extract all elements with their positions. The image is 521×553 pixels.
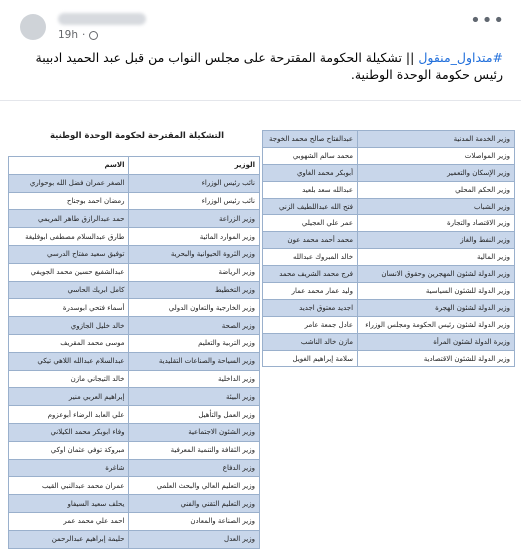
name-cell: أسماء فتحي ابوسدرة: [9, 299, 129, 317]
minister-cell: نائب رئيس الوزراء: [129, 192, 260, 210]
table-row: [263, 333, 515, 350]
name-cell: عبدالشفيع حسين محمد الجويفي: [9, 263, 129, 281]
table-row: [263, 299, 515, 316]
ministers-table-left: [8, 156, 260, 549]
name-cell: اجديد معتوق اجديد: [263, 299, 358, 316]
name-cell: إبراهيم العربي منير: [9, 388, 129, 406]
name-cell: وفاء ابوبكر محمد الكيلاني: [9, 423, 129, 441]
minister-cell: وزير التخطيط: [129, 281, 260, 299]
header-name: الاسم: [9, 157, 129, 175]
name-cell: فتح الله عبداللطيف الزني: [263, 198, 358, 215]
minister-cell: وزير الثروة الحيوانية والبحرية: [129, 245, 260, 263]
table-row: [9, 210, 260, 228]
minister-cell: وزير الداخلية: [129, 370, 260, 388]
table-row: [9, 512, 260, 530]
table-row: [9, 228, 260, 246]
avatar[interactable]: [20, 14, 46, 40]
table-row: [9, 299, 260, 317]
minister-cell: وزير الصحة: [129, 317, 260, 335]
name-cell: سلامة إبراهيم الغويل: [263, 350, 358, 367]
name-cell: توفيق سعيد مفتاح الدرسي: [9, 245, 129, 263]
table-row: [9, 281, 260, 299]
minister-cell: وزير الشئون الاجتماعية: [129, 423, 260, 441]
table-row: [9, 352, 260, 370]
minister-cell: وزير الدولة لشئون الهجرة: [358, 299, 515, 316]
table-row: [263, 316, 515, 333]
table-row: [9, 441, 260, 459]
name-cell: خالد التيجاني مازن: [9, 370, 129, 388]
minister-cell: وزير الشباب: [358, 198, 515, 215]
minister-cell: وزير التعليم العالي والبحث العلمي: [129, 477, 260, 495]
header-minister: الوزير: [129, 157, 260, 175]
table-row: [9, 495, 260, 513]
name-cell: خالد خليل الجازوي: [9, 317, 129, 335]
minister-cell: وزير الصناعة والمعادن: [129, 512, 260, 530]
minister-cell: وزير السياحة والصناعات التقليدية: [129, 352, 260, 370]
minister-cell: وزير النفط والغاز: [358, 232, 515, 249]
name-cell: أبوبكر محمد الغاوي: [263, 164, 358, 181]
post-caption: [18, 49, 503, 83]
table-row: [9, 317, 260, 335]
name-cell: طارق عبدالسلام مصطفى ابوفليغة: [9, 228, 129, 246]
table-row: [263, 198, 515, 215]
table-row: [263, 164, 515, 181]
table-row: [9, 388, 260, 406]
table-row: [9, 370, 260, 388]
minister-cell: وزير الدولة لشئون رئيس الحكومة ومجلس الوزراء: [358, 316, 515, 333]
name-cell: كامل ابريك الحاسي: [9, 281, 129, 299]
table-row: [263, 249, 515, 266]
table-row: [9, 334, 260, 352]
table-row: [9, 174, 260, 192]
minister-cell: وزير الدفاع: [129, 459, 260, 477]
minister-cell: وزير البيئة: [129, 388, 260, 406]
name-cell: عادل جمعة عامر: [263, 316, 358, 333]
name-cell: موسى محمد المقريف: [9, 334, 129, 352]
minister-cell: وزير الخارجية والتعاون الدولي: [129, 299, 260, 317]
minister-cell: وزير المواصلات: [358, 147, 515, 164]
table-row: [263, 147, 515, 164]
minister-cell: وزير الحكم المحلي: [358, 181, 515, 198]
table-row: [263, 283, 515, 300]
minister-cell: وزير الموارد المائية: [129, 228, 260, 246]
name-cell: عبدالفتاح صالح محمد الخوجة: [263, 131, 358, 148]
globe-icon: [89, 31, 98, 40]
minister-cell: وزير التربية والتعليم: [129, 334, 260, 352]
name-cell: رمضان احمد بوجناح: [9, 192, 129, 210]
table-row: [263, 350, 515, 367]
caption-text: || تشكيلة الحكومة المقترحة على مجلس النواب من قبل عبد الحميد ادبيبة رئيس حكومة الوحدة الوطنية.: [35, 50, 503, 82]
name-cell: عبدالله سعد بلعيد: [263, 181, 358, 198]
name-cell: حليمة إبراهيم عبدالرحمن: [9, 530, 129, 548]
more-options-icon[interactable]: •••: [470, 10, 505, 31]
table-row: [9, 245, 260, 263]
minister-cell: وزير الدولة للشئون الاقتصادية: [358, 350, 515, 367]
name-cell: مبروكة توفي عثمان اوكي: [9, 441, 129, 459]
name-cell: الصغر عمران فضل الله بوحواري: [9, 174, 129, 192]
post-time[interactable]: 19h: [58, 29, 79, 41]
table-row: [263, 232, 515, 249]
minister-cell: وزيرة الدولة لشئون المرأة: [358, 333, 515, 350]
minister-cell: نائب رئيس الوزراء: [129, 174, 260, 192]
minister-cell: وزير المالية: [358, 249, 515, 266]
name-cell: وليد عمار محمد عمار: [263, 283, 358, 300]
table-row: [9, 477, 260, 495]
name-cell: محمد أحمد محمد عون: [263, 232, 358, 249]
minister-cell: وزير الخدمة المدنية: [358, 131, 515, 148]
minister-cell: وزير الزراعة: [129, 210, 260, 228]
hashtag-link[interactable]: #متداول_منقول: [418, 50, 503, 65]
name-cell: محمد سالم الشهوبي: [263, 147, 358, 164]
minister-cell: وزير الدولة للشئون السياسية: [358, 283, 515, 300]
minister-cell: وزير الدولة لشئون المهجرين وحقوق الانسان: [358, 266, 515, 283]
minister-cell: وزير الرياضة: [129, 263, 260, 281]
ministers-table-right: [262, 130, 515, 367]
table-row: [9, 263, 260, 281]
table-row: [263, 181, 515, 198]
document-title: التشكيلة المقترحة لحكومة الوحدة الوطنية: [49, 131, 225, 141]
name-cell: عمر علي العجيلي: [263, 215, 358, 232]
name-cell: علي العابد الرضاء أبوعزوم: [9, 406, 129, 424]
name-cell: عبدالسلام عبدالله اللاهي تيكي: [9, 352, 129, 370]
name-cell: حمد عبدالرازق طاهر المريمي: [9, 210, 129, 228]
table-row: [263, 266, 515, 283]
minister-cell: وزير الإسكان والتعمير: [358, 164, 515, 181]
table-row: [9, 530, 260, 548]
minister-cell: وزير الثقافة والتنمية المعرفية: [129, 441, 260, 459]
minister-cell: وزير العدل: [129, 530, 260, 548]
minister-cell: وزير العمل والتأهيل: [129, 406, 260, 424]
post-meta: 19h ·: [58, 29, 98, 41]
minister-cell: وزير الاقتصاد والتجارة: [358, 215, 515, 232]
table-row: [263, 131, 515, 148]
table-row: [9, 406, 260, 424]
name-cell: شاغرة: [9, 459, 129, 477]
name-cell: خالد المبروك عبدالله: [263, 249, 358, 266]
table-row: [9, 192, 260, 210]
name-cell: فرج محمد الشريف محمد: [263, 266, 358, 283]
name-cell: احمد علي محمد عمر: [9, 512, 129, 530]
name-cell: يحلف سعيد السيفاو: [9, 495, 129, 513]
table-row: [9, 459, 260, 477]
name-cell: مازن خالد الناشب: [263, 333, 358, 350]
table-row: [9, 423, 260, 441]
author-name-blurred[interactable]: [58, 13, 146, 25]
minister-cell: وزير التعليم التقني والفني: [129, 495, 260, 513]
table-row: [263, 215, 515, 232]
name-cell: عمران محمد عبدالنبي القيب: [9, 477, 129, 495]
